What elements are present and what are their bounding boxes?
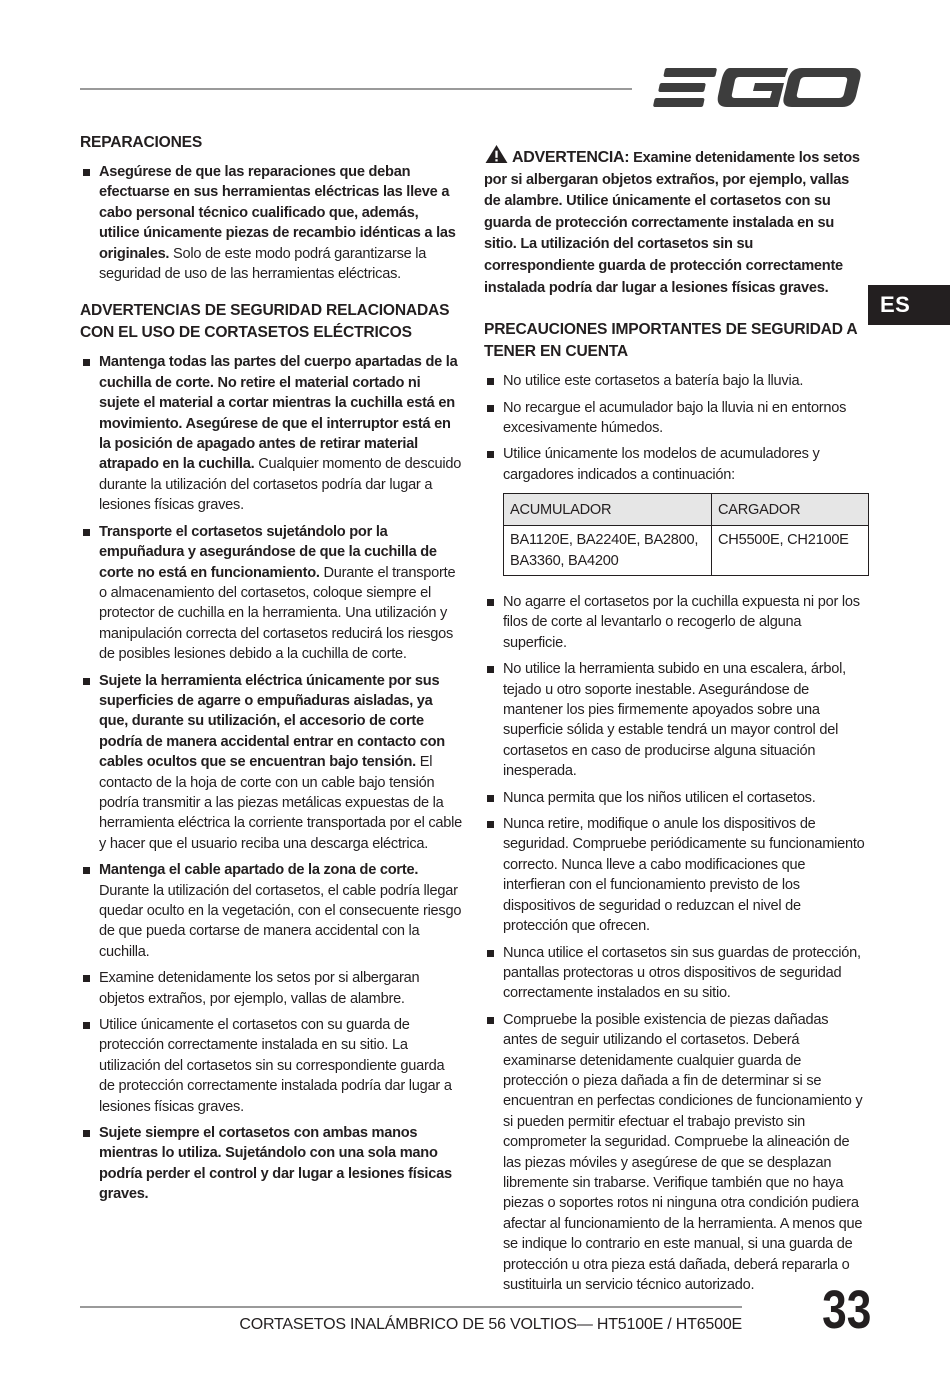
square-bullet-icon — [83, 975, 90, 982]
list-item — [484, 592, 866, 653]
list-item — [484, 444, 866, 485]
list-item — [80, 352, 462, 515]
left-column — [80, 132, 462, 1219]
list-item — [484, 371, 866, 391]
list-item — [484, 659, 866, 781]
warning-label: ADVERTENCIA: — [512, 149, 630, 166]
bullet-list — [80, 352, 462, 1204]
item-text: Durante el transporte o almacenamiento del cortasetos, coloque siempre el protector de cuchilla en la herramienta. Una utilización y manipulación correcta del cortasetos reducirá los riesgos de posibles lesiones debido a la cuchilla de corte. — [99, 564, 456, 663]
list-item — [484, 398, 866, 439]
right-column — [484, 132, 866, 1301]
ego-logo — [652, 64, 862, 112]
warning-block — [484, 144, 866, 299]
item-bold-text: Sujete siempre el cortasetos con ambas manos mientras lo utiliza. Sujetándolo con una sola mano podría perder el control y dar lugar a lesiones físicas graves. — [99, 1125, 452, 1203]
square-bullet-icon — [487, 950, 494, 957]
square-bullet-icon — [83, 529, 90, 536]
header-rule — [80, 88, 632, 90]
square-bullet-icon — [83, 1130, 90, 1137]
item-text: Utilice únicamente los modelos de acumuladores y cargadores indicados a continuación: — [503, 446, 820, 483]
square-bullet-icon — [83, 1022, 90, 1029]
square-bullet-icon — [487, 378, 494, 385]
list-item — [80, 968, 462, 1009]
warning-text: Examine detenidamente los setos por si albergaran objetos extraños, por ejemplo, vallas de alambre. Utilice únicamente el cortasetos con su guarda de protección correctamente instalada en su sitio. La utilización del cortasetos sin su correspondiente guarda de protección correctamente instalada podría dar lugar a lesiones físicas graves. — [484, 150, 860, 296]
section-title: ADVERTENCIAS DE SEGURIDAD RELACIONADAS CON EL USO DE CORTASETOS ELÉCTRICOS — [80, 302, 450, 342]
item-bold-text: Asegúrese de que las reparaciones que deban efectuarse en sus herramientas eléctricas las lleve a cabo personal técnico cualificado que, además, utilice únicamente piezas de recambio idénticas a las originales. — [99, 164, 456, 262]
section-title: REPARACIONES — [80, 134, 203, 151]
battery-charger-table — [503, 493, 869, 576]
list-item — [80, 860, 462, 962]
bullet-list — [80, 162, 462, 284]
item-text: Utilice únicamente el cortasetos con su guarda de protección correctamente instalada en su sitio. La utilización del cortasetos sin su correspondiente guarda de protección correctamente instalada podría dar lugar a lesiones físicas graves. — [99, 1017, 452, 1115]
square-bullet-icon — [487, 1017, 494, 1024]
item-text: Nunca permita que los niños utilicen el cortasetos. — [503, 789, 816, 806]
footer-rule — [80, 1306, 742, 1308]
language-tab: ES — [868, 285, 950, 325]
item-text: Examine detenidamente los setos por si albergaran objetos extraños, por ejemplo, vallas de alambre. — [99, 970, 420, 1007]
item-text: Nunca utilice el cortasetos sin sus guardas de protección, pantallas protectoras u otros dispositivos de seguridad correctamente instalados en su sitio. — [503, 944, 861, 1002]
item-text: Durante la utilización del cortasetos, el cable podría llegar quedar oculto en la vegetación, con el consecuente riesgo de que pueda cortarse de manera accidental con la cuchilla. — [99, 882, 462, 960]
list-item — [80, 1015, 462, 1117]
item-text: No agarre el cortasetos por la cuchilla expuesta ni por los filos de corte al levantarlo o recogerlo de alguna superficie. — [503, 594, 860, 651]
item-text: El contacto de la hoja de corte con un cable bajo tensión podría transmitir a las piezas metálicas expuestas de la herramienta eléctrica la corriente transportada por el cable y hacer que el usuario reciba una descarga eléctrica. — [99, 754, 463, 852]
page-number: 33 — [822, 1280, 872, 1340]
table-cell-batteries: BA1120E, BA2240E, BA2800, BA3360, BA4200 — [504, 526, 712, 576]
item-text: Nunca retire, modifique o anule los dispositivos de seguridad. Compruebe periódicamente su funcionamiento correcto. Nunca lleve a cabo modificaciones que interfieran con el funcionamiento previsto de los dispositivos de seguridad o reduzcan el nivel de protección que ofrecen. — [503, 816, 865, 935]
square-bullet-icon — [487, 599, 494, 606]
table-header-acumulador: ACUMULADOR — [504, 494, 712, 526]
item-text: No utilice la herramienta subido en una escalera, árbol, tejado u otro soporte inestable. Asegurándose de mantener los pies firmemente apoyados sobre una superficie sólida y estable tendrá un mayor control del cortasetos en caso de producirse alguna situación inesperada. — [503, 661, 846, 780]
list-item — [80, 671, 462, 855]
square-bullet-icon — [83, 867, 90, 874]
list-item — [484, 943, 866, 1004]
list-item — [484, 1010, 866, 1296]
square-bullet-icon — [83, 169, 90, 176]
item-bold-text: Mantenga todas las partes del cuerpo apartadas de la cuchilla de corte. No retire el material cortado ni sujete el material a cortar mientras la cuchilla está en movimiento. Asegúrese de que el interruptor está en la posición de apagado antes de retirar material atrapado en la cuchilla. — [99, 354, 458, 473]
item-text: Cualquier momento de descuido durante la utilización del cortasetos podría dar lugar a lesiones físicas graves. — [99, 456, 462, 514]
square-bullet-icon — [487, 821, 494, 828]
table-header-row — [504, 494, 869, 526]
list-item — [80, 1123, 462, 1205]
warning-triangle-icon — [484, 144, 509, 164]
item-bold-text: Transporte el cortasetos sujetándolo por la empuñadura y asegurándose de que la cuchilla de corte no está en funcionamiento. — [99, 523, 437, 581]
square-bullet-icon — [487, 795, 494, 802]
item-text: No recargue el acumulador bajo la lluvia ni en entornos excesivamente húmedos. — [503, 399, 847, 436]
precautions-list-before — [484, 371, 866, 485]
footer-title: CORTASETOS INALÁMBRICO DE 56 VOLTIOS— HT5100E / HT6500E — [239, 1316, 742, 1333]
precautions-list-after — [484, 592, 866, 1295]
table-cell-chargers: CH5500E, CH2100E — [712, 526, 869, 576]
precautions-title: PRECAUCIONES IMPORTANTES DE SEGURIDAD A TENER EN CUENTA — [484, 321, 857, 361]
square-bullet-icon — [487, 405, 494, 412]
list-item — [80, 162, 462, 284]
table-row — [504, 526, 869, 576]
list-item — [484, 814, 866, 936]
table-header-cargador: CARGADOR — [712, 494, 869, 526]
item-text: Solo de este modo podrá garantizarse la seguridad de uso de las herramientas eléctricas. — [99, 245, 427, 283]
square-bullet-icon — [487, 451, 494, 458]
item-text: Compruebe la posible existencia de piezas dañadas antes de seguir utilizando el cortasetos. Deberá examinarse detenidamente cualquier guarda de protección o pieza dañada a fin de determinar si se encuentran en perfectas condiciones de funcionamiento y si pueden permitir efectuar el trabajo previsto sin comprometer la seguridad. Compruebe la alineación de las piezas móviles y asegúrese de que se desplazan libremente sin trabarse. Verifique también que no haya piezas o soportes rotos ni ninguna otra condición pudiera afectar al funcionamiento de la herramienta. A menos que se indique lo contrario en este manual, si una guarda de protección u otra pieza está dañada, deberá repararla o sustituirla un servicio técnico autorizado. — [503, 1011, 863, 1293]
item-bold-text: Mantenga el cable apartado de la zona de corte. — [99, 862, 419, 879]
item-bold-text: Sujete la herramienta eléctrica únicamente por sus superficies de agarre o empuñaduras aisladas, ya que, durante su utilización, el accesorio de corte podría de manera accidental entrar en contacto con cables ocultos que se encuentran bajo tensión. — [99, 672, 445, 771]
list-item — [80, 522, 462, 665]
list-item — [484, 788, 866, 808]
square-bullet-icon — [83, 359, 90, 366]
section — [80, 300, 462, 1204]
section — [80, 132, 462, 284]
square-bullet-icon — [487, 666, 494, 673]
square-bullet-icon — [83, 678, 90, 685]
item-text: No utilice este cortasetos a batería bajo la lluvia. — [503, 373, 804, 390]
